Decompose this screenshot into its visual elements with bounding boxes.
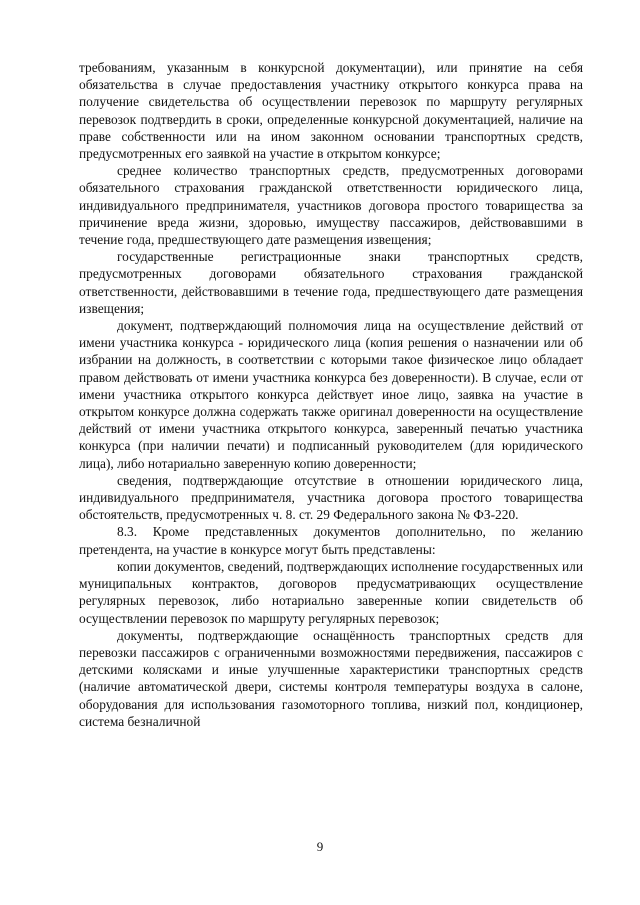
paragraph-3: государственные регистрационные знаки транспортных средств, предусмотренных договорами обязательного страхования гражданской ответственности, действовавшими в течение года, предшествующего дате размещения извещения;: [79, 249, 583, 316]
page-number: 9: [316, 839, 324, 854]
paragraph-1: требованиям, указанным в конкурсной документации), или принятие на себя обязательства в случае предоставления участнику открытого конкурса права на получение свидетельства об осуществлении перевозок по маршруту регулярных перевозок подтвердить в сроки, определенные конкурсной документацией, наличие на праве собственности или на ином законном основании транспортных средств, предусмотренных его заявкой на участие в открытом конкурсе;: [79, 60, 583, 162]
paragraph-5: сведения, подтверждающие отсутствие в отношении юридического лица, индивидуального предпринимателя, участника договора простого товарищества обстоятельств, предусмотренных ч. 8. ст. 29 Федерального закона № ФЗ-220.: [79, 472, 583, 523]
paragraph-6: 8.3. Кроме представленных документов дополнительно, по желанию претендента, на участие в конкурсе могут быть представлены:: [79, 524, 583, 557]
body-text: [79, 59, 583, 730]
paragraph-4: документ, подтверждающий полномочия лица на осуществление действий от имени участника конкурса - юридического лица (копия решения о назначении или об избрании на должность, в соответствии с которыми такое физическое лицо обладает правом действовать от имени участника конкурса без доверенности). В случае, если от имени участника открытого конкурса действует иное лицо, заявка на участие в открытом конкурсе должна содержать также оригинал доверенности на осуществление действий от имени участника открытого конкурса, заверенный печатью участника конкурса (при наличии печати) и подписанный руководителем (для юридического лица), либо нотариально заверенную копию доверенности;: [79, 318, 583, 471]
paragraph-2: среднее количество транспортных средств, предусмотренных договорами обязательного страхования гражданской ответственности юридического лица, индивидуального предпринимателя, участников договора простого товарищества за причинение вреда жизни, здоровью, имуществу пассажиров, действовавшими в течение года, предшествующего дате размещения извещения;: [79, 163, 583, 248]
paragraph-8: документы, подтверждающие оснащённость транспортных средств для перевозки пассажиров с ограниченными возможностями передвижения, пассажиров с детскими колясками и иные улучшенные характеристики транспортных средств (наличие автоматической двери, системы контроля температуры воздуха в салоне, оборудования для использования газомоторного топлива, низкий пол, кондиционер, система безналичной: [79, 627, 583, 729]
paragraph-7: копии документов, сведений, подтверждающих исполнение государственных или муниципальных контрактов, договоров предусматривающих осуществление регулярных перевозок, либо нотариально заверенные копии свидетельств об осуществлении перевозок по маршруту регулярных перевозок;: [79, 558, 583, 626]
